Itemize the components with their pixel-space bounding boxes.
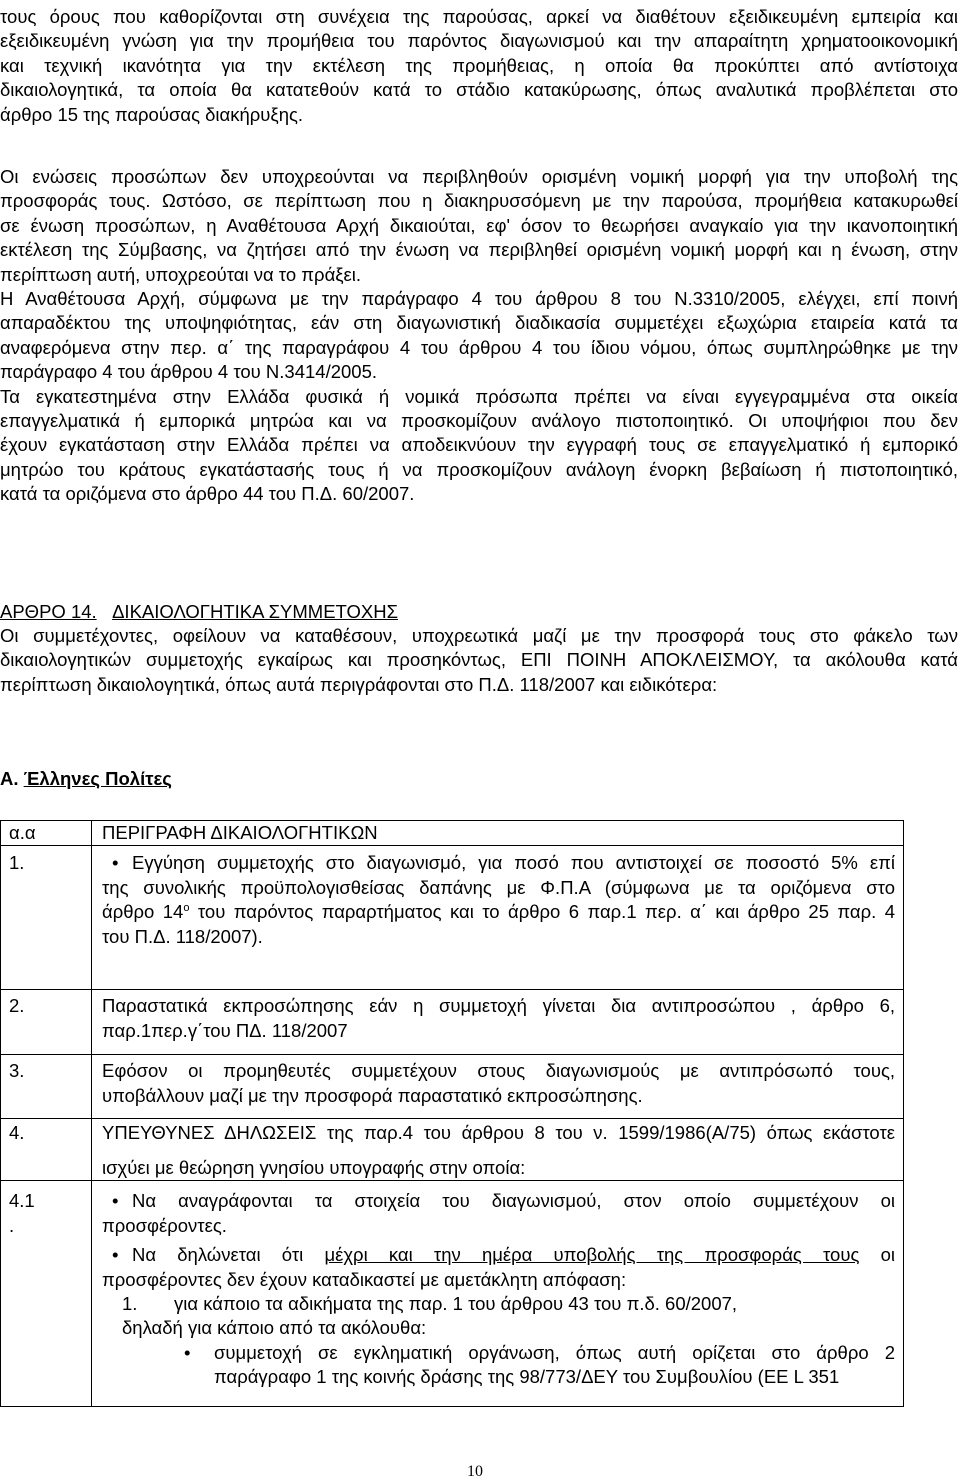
section-title: Έλληνες Πολίτες [23,768,172,789]
paragraph-unions [0,165,958,507]
text-line: μητρώο του κράτους εγκατάστασής τους ή να προσκομίζουν ανάλογη ένορκη βεβαίωση ή πιστοποιητικό, [0,458,958,480]
text-line: Οι ενώσεις προσώπων δεν υποχρεούνται να περιβληθούν ορισμένη νομική μορφή για την υποβολή της [0,166,958,187]
row-desc-cell [92,1119,904,1181]
text-line: και τεχνική ικανότητα για την εκτέλεση της προμήθειας, η οποία θα προκύπτει από αντίστοιχα [0,54,958,76]
bullet-icon: • [112,852,119,874]
text-line: δικαιολογητικών συμμετοχής εγκαίρως και προσηκόντως, ΕΠΙ ΠΟΙΝΗ ΑΠΟΚΛΕΙΣΜΟΥ, τα ακόλουθα κατά [0,649,958,671]
text-line: για κάποιο τα αδικήματα της παρ. 1 του άρθρου 43 του π.δ. 60/2007, [174,1293,738,1315]
text-line: συμμετοχή σε εγκληματική οργάνωση, όπως αυτή ορίζεται στο άρθρο 2 [214,1341,895,1363]
text-line: προσφοράς τους. Ωστόσο, σε περίπτωση που η διακηρυσσόμενη με την παρούσα, προμήθεια κατακυρωθεί [0,190,958,212]
text-line: υποβάλλουν μαζί με την προσφορά παραστατικό εκπροσώπησης. [102,1084,643,1106]
text-fragment: Να δηλώνεται ότι [132,1244,325,1266]
text-line: Παραστατικά εκπροσώπησης εάν η συμμετοχή γίνεται δια αντιπροσώπου , άρθρο 6, [102,995,895,1017]
bullet-item [102,1243,895,1267]
row-num-cell [1,990,92,1055]
text-line: άρθρο 15 της παρούσας διακήρυξης. [0,103,304,125]
header-desc-cell [92,821,904,846]
text-line: επαγγελματικά ή εμπορικά μητρώα και να προσκομίζουν ανάλογο πιστοποιητικό. Οι υποψήφιοι που δεν [0,410,958,432]
header-num: α.α [9,822,36,843]
text-line: κατά τα οριζόμενα στο άρθρο 44 του Π.Δ. 60/2007. [0,483,415,505]
underlined-text: μέχρι και την ημέρα υποβολής της προσφοράς τους [324,1244,860,1266]
text-line: Οι συμμετέχοντες, οφείλουν να καταθέσουν, υποχρεωτικά μαζί με την προσφορά τους στο φάκελο των [0,625,958,646]
table-row [1,1181,904,1407]
row-desc-cell [92,1055,904,1119]
table-row [1,1055,904,1119]
header-desc: ΠΕΡΙΓΡΑΦΗ ΔΙΚΑΙΟΛΟΓΗΤΙΚΩΝ [102,822,378,843]
row-num-suffix: . [9,1214,15,1236]
text-line: παράγραφο 1 της κοινής δράσης της 98/773/ΔΕΥ του Συμβουλίου (ΕΕ L 351 [214,1366,840,1388]
subitem-number: 1. [122,1293,138,1315]
row-num: 4. [9,1122,25,1144]
text-fragment: του παρόντος παραρτήματος και το άρθρο 6 παρ.1 περ. α΄ και άρθρο 25 παρ. 4 [189,901,895,923]
section-letter: Α. [0,768,19,789]
table-header-row [1,821,904,846]
text-line: παράγραφο 4 του άρθρου 4 του Ν.3414/2005. [0,361,378,383]
row-num: 1. [9,852,25,874]
text-line: απαραδέκτου της υποψηφιότητας, εάν στη διαγωνιστική διαδικασία συμμετέχει εξωχώρια εταιρεία κατά τα [0,312,958,334]
text-line: τους όρους που καθορίζονται στη συνέχεια της παρούσας, αρκεί να διαθέτουν εξειδικευμένη εμπειρία και [0,6,958,27]
text-line: περίπτωση αυτή, υποχρεούται να το πράξει. [0,263,362,285]
text-line [132,1243,895,1267]
row-num: 4.1 [9,1190,35,1212]
superscript: ο [183,902,190,915]
text-line: δικαιολογητικά, τα οποία θα κατατεθούν κατά το στάδιο κατακύρωσης, όπως αναλυτικά προβλέπεται στο [0,79,958,101]
bullet-item [102,1189,895,1213]
page-number: 10 [467,1463,483,1480]
bullet-icon: • [112,1244,119,1266]
bullet-icon: • [184,1341,191,1363]
text-line: έχουν εγκατάσταση στην Ελλάδα πρέπει να αποδεικνύουν την εγγραφή τους σε επαγγελματικό ή εμπορικό [0,434,958,456]
row-num: 2. [9,995,25,1017]
article-title: ΔΙΚΑΙΟΛΟΓΗΤΙΚΑ ΣΥΜΜΕΤΟΧΗΣ [112,601,399,622]
row-num-cell [1,1119,92,1181]
header-num-cell [1,821,92,846]
text-fragment: άρθρο 14 [102,901,184,923]
text-fragment: οι [859,1244,895,1266]
text-line: εξειδικευμένη γνώση για την προμήθεια του παρόντος διαγωνισμού και την απαραίτητη χρηματοοικονομική [0,30,958,52]
text-line: της συνολικής προϋπολογισθείσας δαπάνης με Φ.Π.Α (σύμφωνα με τα οριζόμενα στο [102,876,895,898]
text-line: Να αναγράφονται τα στοιχεία του διαγωνισμού, στον οποίο συμμετέχουν οι [132,1190,895,1212]
text-line: του Π.Δ. 118/2007). [102,925,263,947]
row-desc-cell [92,1181,904,1407]
requirements-table [0,820,904,1407]
row-num-cell [1,1055,92,1119]
text-line: Εφόσον οι προμηθευτές συμμετέχουν στους διαγωνισμούς με αντιπρόσωπό τους, [102,1060,895,1082]
text-line: αναφερόμενα στην περ. α΄ της παραγράφου 4 του άρθρου 4 του ίδιου νόμου, όπως συμπληρώθηκε με την [0,336,958,358]
text-line: προσφέροντες. [102,1214,227,1236]
text-line: εκτέλεση της Σύμβασης, να ζητήσει από την ένωση να περιβληθεί ορισμένη νομική μορφή και η ένωση, στην [0,239,958,261]
row-num: 3. [9,1060,25,1082]
paragraph-participants [0,624,958,697]
row-desc-cell [92,990,904,1055]
paragraph-eligibility [0,5,958,127]
article-number: ΑΡΘΡΟ 14. [0,601,97,622]
text-line [102,900,895,924]
text-line: σε ένωση προσώπων, η Αναθέτουσα Αρχή δικαιούται, εφ' όσον το θεωρήσει αναγκαίο για την ικανοποιητική [0,214,958,236]
text-line: Τα εγκατεστημένα στην Ελλάδα φυσικά ή νομικά πρόσωπα πρέπει να είναι εγγεγραμμένα στα οικεία [0,385,958,407]
text-line: παρ.1περ.γ΄του ΠΔ. 118/2007 [102,1019,348,1041]
text-line: Η Αναθέτουσα Αρχή, σύμφωνα με την παράγραφο 4 του άρθρου 8 του Ν.3310/2005, ελέγχει, επί ποινή [0,288,958,310]
bullet-icon: • [112,1190,119,1212]
text-line: ισχύει με θεώρηση γνησίου υπογραφής στην οποία: [102,1156,526,1178]
text-line: περίπτωση δικαιολογητικά, όπως αυτά περιγράφονται στο Π.Δ. 118/2007 και ειδικότερα: [0,673,718,695]
bullet-item [102,851,895,875]
article-heading [0,600,398,624]
text-line: Εγγύηση συμμετοχής στο διαγωνισμό, για ποσό που αντιστοιχεί σε ποσοστό 5% επί [132,852,895,874]
row-desc-cell [92,846,904,990]
section-heading [0,767,172,791]
table-row [1,990,904,1055]
text-line: προσφέροντες δεν έχουν καταδικαστεί με αμετάκλητη απόφαση: [102,1268,627,1290]
row-num-cell [1,846,92,990]
bullet-item [122,1341,895,1365]
text-line: δηλαδή για κάποιο από τα ακόλουθα: [122,1317,427,1339]
row-num-cell [1,1181,92,1407]
text-line: ΥΠΕΥΘΥΝΕΣ ΔΗΛΩΣΕΙΣ της παρ.4 του άρθρου 8 του ν. 1599/1986(Α/75) όπως εκάστοτε [102,1122,895,1144]
table-row [1,1119,904,1181]
table-row [1,846,904,990]
numbered-subitem [122,1292,895,1316]
